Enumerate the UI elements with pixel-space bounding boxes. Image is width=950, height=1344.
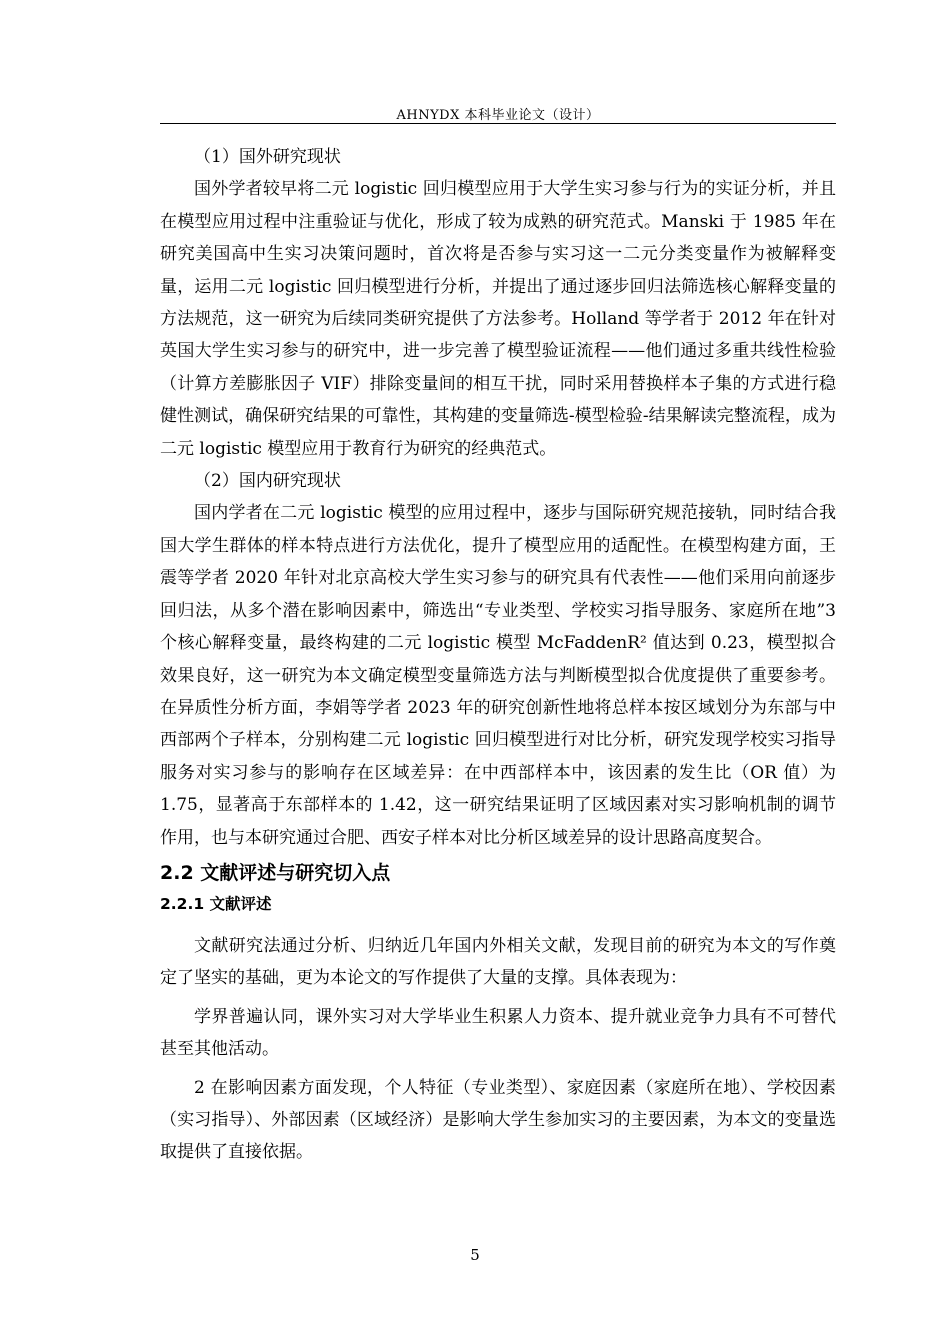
header-divider [160,123,836,124]
literature-review-paragraph-1: 文献研究法通过分析、归纳近几年国内外相关文献，发现目前的研究为本文的写作奠定了坚实的基础，更为本论文的写作提供了大量的支撑。具体表现为： [160,935,836,989]
literature-review-paragraph-3: 2 在影响因素方面发现，个人特征（专业类型）、家庭因素（家庭所在地）、学校因素（实习指导）、外部因素（区域经济）是影响大学生参加实习的主要因素，为本文的变量选取提供了直接依据。 [160,1077,836,1163]
document-body [160,141,836,1169]
page-number: 5 [470,1246,480,1264]
domestic-research-heading: （2）国内研究现状 [194,471,341,492]
domestic-research-paragraph: 国内学者在二元 logistic 模型的应用过程中，逐步与国际研究规范接轨，同时结合我国大学生群体的样本特点进行方法优化，提升了模型应用的适配性。在模型构建方面，王震等学者 2020 年针对北京高校大学生实习参与的研究具有代表性——他们采用向前逐步回归法，从多个潜在影响因素中，筛选出“专业类型、学校实习指导服务、家庭所在地”3 个核心解释变量，最终构建的二元 logistic 模型 McFaddenR² 值达到 0.23，模型拟合效果良好，这一研究为本文确定模型变量筛选方法与判断模型拟合优度提供了重要参考。在异质性分析方面，李娟等学者 2023 年的研究创新性地将总样本按区域划分为东部与中西部两个子样本，分别构建二元 logistic 回归模型进行对比分析，研究发现学校实习指导服务对实习参与的影响存在区域差异：在中西部样本中，该因素的发生比（OR 值）为 1.75，显著高于东部样本的 1.42，这一研究结果证明了区域因素对实习影响机制的调节作用，也与本研究通过合肥、西安子样本对比分析区域差异的设计思路高度契合。 [160,503,836,848]
running-header: AHNYDX 本科毕业论文（设计） [396,108,600,123]
foreign-research-paragraph: 国外学者较早将二元 logistic 回归模型应用于大学生实习参与行为的实证分析，并且在模型应用过程中注重验证与优化，形成了较为成熟的研究范式。Manski 于 1985 年在研究美国高中生实习决策问题时，首次将是否参与实习这一二元分类变量作为被解释变量，运用二元 logistic 回归模型进行分析，并提出了通过逐步回归法筛选核心解释变量的方法规范，这一研究为后续同类研究提供了方法参考。Holland 等学者于 2012 年在针对英国大学生实习参与的研究中，进一步完善了模型验证流程——他们通过多重共线性检验（计算方差膨胀因子 VIF）排除变量间的相互干扰，同时采用替换样本子集的方式进行稳健性测试，确保研究结果的可靠性，其构建的变量筛选-模型检验-结果解读完整流程，成为二元 logistic 模型应用于教育行为研究的经典范式。 [160,179,836,459]
subsection-heading-2-2-1: 2.2.1 文献评述 [160,894,272,913]
foreign-research-heading: （1）国外研究现状 [194,147,341,167]
literature-review-paragraph-2: 学界普遍认同，课外实习对大学毕业生积累人力资本、提升就业竞争力具有不可替代甚至其他活动。 [160,1006,836,1060]
section-heading-2-2: 2.2 文献评述与研究切入点 [160,861,391,884]
